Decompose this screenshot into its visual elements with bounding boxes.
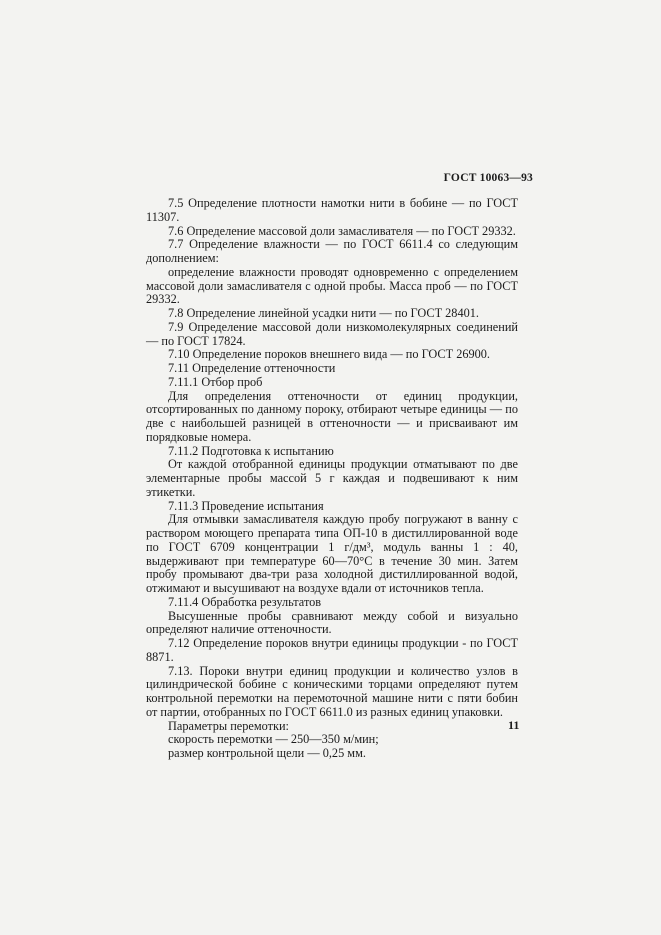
paragraph-7-12: 7.12 Определение пороков внутри единицы продукции - по ГОСТ 8871. bbox=[146, 636, 518, 664]
document-body bbox=[146, 197, 518, 761]
paragraph-7-9: 7.9 Определение массовой доли низкомолекулярных соединений — по ГОСТ 17824. bbox=[146, 319, 518, 348]
paragraph-7-11-3-text: Для отмывки замасливателя каждую пробу погружают в ванну с раствором моющего препарата типа ОП-10 в дистиллированной воде по ГОСТ 6709 концентрации 1 г/дм³, модуль ванны 1 : 40, выдерживают при температуре 60—70°С в течение 30 мин. Затем пробу промывают два-три раза холодной дистиллированной водой, отжимают и высушивают на воздухе вдали от источников тепла. bbox=[146, 512, 518, 595]
paragraph-rewind-speed: скорость перемотки — 250—350 м/мин; bbox=[168, 732, 379, 747]
paragraph-7-7: 7.7 Определение влажности — по ГОСТ 6611.4 со следующим дополнением: bbox=[146, 237, 518, 265]
paragraph-7-7-addition: определение влажности проводят одновременно с определением массовой доли замасливателя с одной пробы. Масса проб — по ГОСТ 29332. bbox=[146, 264, 518, 307]
paragraph-7-6: 7.6 Определение массовой доли замасливателя — по ГОСТ 29332. bbox=[168, 223, 516, 238]
paragraph-7-11-3: 7.11.3 Проведение испытания bbox=[168, 498, 324, 513]
document-header: ГОСТ 10063—93 bbox=[443, 172, 533, 184]
paragraph-slit-size: размер контрольной щели — 0,25 мм. bbox=[168, 746, 366, 760]
paragraph-7-11-2: 7.11.2 Подготовка к испытанию bbox=[168, 443, 334, 458]
paragraph-7-13: 7.13. Пороки внутри единиц продукции и количество узлов в цилиндрической бобине с коническими торцами определяют путем контрольной перемотки на перемоточной машине нити с пяти бобин от партии, отобранных по ГОСТ 6611.0 из разных единиц упаковки. bbox=[146, 663, 518, 719]
paragraph-7-11-4: 7.11.4 Обработка результатов bbox=[168, 594, 322, 609]
paragraph-7-11-2-text: От каждой отобранной единицы продукции отматывают по две элементарные пробы массой 5 г каждая и подвешивают к ним этикетки. bbox=[146, 457, 518, 499]
paragraph-7-11-1-text: Для определения оттеночности от единиц продукции, отсортированных по данному пороку, отбирают четыре единицы — по две с наибольшей разницей в оттеночности — и присваивают им порядковые номера. bbox=[146, 388, 518, 444]
paragraph-7-8: 7.8 Определение линейной усадки нити — по ГОСТ 28401. bbox=[168, 306, 479, 320]
paragraph-7-11: 7.11 Определение оттеночности bbox=[168, 361, 336, 375]
paragraph-7-11-1: 7.11.1 Отбор проб bbox=[168, 374, 263, 389]
paragraph-rewind-params: Параметры перемотки: bbox=[168, 718, 289, 733]
paragraph-7-10: 7.10 Определение пороков внешнего вида — по ГОСТ 26900. bbox=[168, 347, 491, 362]
paragraph-7-11-4-text: Высушенные пробы сравнивают между собой и визуально определяют наличие оттеночности. bbox=[146, 608, 518, 637]
page-number: 11 bbox=[508, 718, 520, 732]
paragraph-7-5: 7.5 Определение плотности намотки нити в бобине — по ГОСТ 11307. bbox=[146, 196, 518, 224]
